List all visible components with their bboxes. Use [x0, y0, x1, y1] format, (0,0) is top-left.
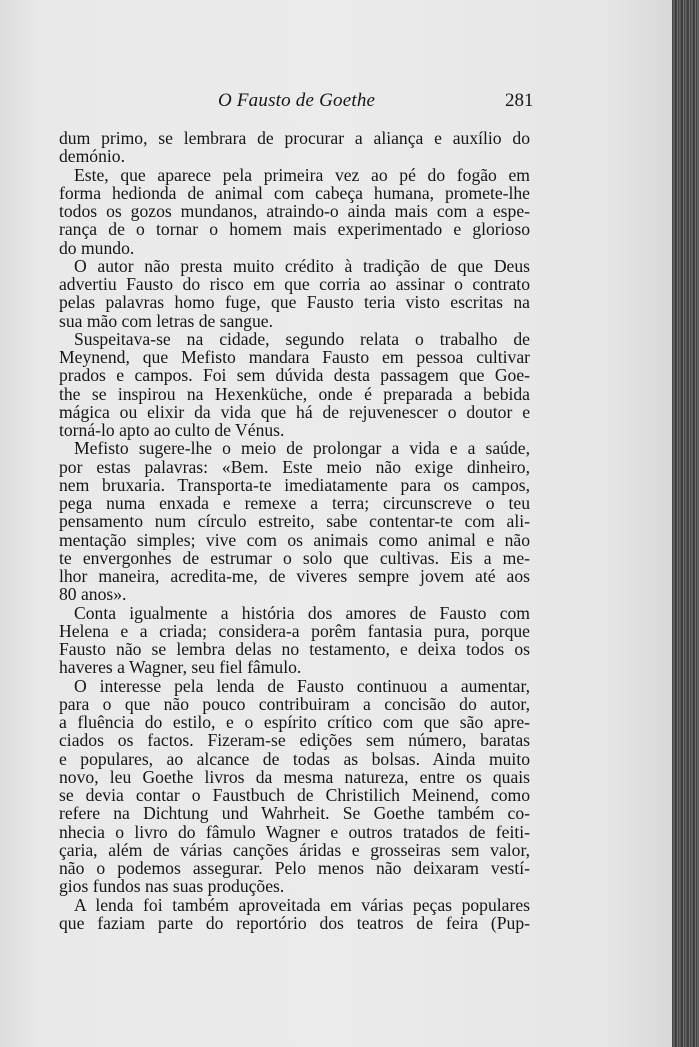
text-line: the se inspirou na Hexenküche, onde é preparada a bebida [59, 383, 530, 404]
text-line: dum primo, se lembrara de procurar a aliança e auxílio do [59, 128, 530, 148]
page-number: 281 [505, 90, 534, 111]
text-line: que faziam parte do reportório dos teatros de feira (Pup- [59, 912, 530, 933]
text-line: não o podemos assegurar. Pelo menos não deixaram vestí- [59, 858, 530, 878]
text-line: torná-lo apto ao culto de Vénus. [59, 420, 285, 440]
text-line: Suspeitava-se na cidade, segundo relata o trabalho de [74, 328, 530, 349]
text-line: forma hedionda de animal com cabeça humana, promete-lhe [59, 182, 530, 203]
text-line: pega numa enxada e remexe a terra; circunscreve o teu [59, 493, 530, 513]
text-line: gios fundos nas suas produções. [59, 876, 285, 897]
text-line: nhecia o livro do fâmulo Wagner e outros tratados de feiti- [59, 821, 530, 842]
text-line: se devia contar o Faustbuch de Christilich Meinend, como [59, 785, 530, 805]
text-line: advertiu Fausto do risco em que corria ao assinar o contrato [59, 274, 530, 294]
text-line: todos os gozos mundanos, atraindo-o ainda mais com a espe- [59, 201, 530, 221]
text-line: Helena e a criada; considera-a porêm fantasia pura, porque [59, 620, 530, 641]
body-text [59, 129, 530, 932]
text-line: refere na Dichtung und Wahrheit. Se Goethe também co- [59, 803, 530, 824]
running-head [0, 90, 672, 114]
text-line: demónio. [59, 146, 125, 167]
text-line: mágica ou elixir da vida que há de rejuvenescer o doutor e [59, 401, 530, 422]
text-line: Este, que aparece pela primeira vez ao pé do fogão em [74, 164, 530, 185]
text-line: A lenda foi também aproveitada em várias peças populares [74, 894, 530, 915]
text-line: lhor maneira, acredita-me, de viveres sempre jovem até aos [59, 566, 530, 586]
text-line: mentação simples; vive com os animais como animal e não [59, 529, 530, 550]
text-line: do mundo. [59, 237, 135, 258]
text-line: rança de o tornar o homem mais experimentado e glorioso [59, 219, 530, 240]
text-line: te envergonhes de estrumar o solo que cultivas. Eis a me- [59, 547, 530, 568]
text-line: por estas palavras: «Bem. Este meio não exige dinheiro, [59, 456, 530, 477]
text-line: haveres a Wagner, seu fiel fâmulo. [59, 657, 302, 678]
text-line: nem bruxaria. Transporta-te imediatamente para os campos, [59, 474, 530, 495]
text-line: prados e campos. Foi sem dúvida desta passagem que Goe- [59, 365, 530, 386]
text-line: sua mão com letras de sangue. [59, 310, 273, 331]
text-line: O autor não presta muito crédito à tradição de que Deus [74, 255, 530, 276]
text-line: Fausto não se lembra delas no testamento, e deixa todos os [59, 639, 530, 659]
text-line: Conta igualmente a história dos amores de Fausto com [74, 602, 530, 623]
text-line: a fluência do estilo, e o espírito crítico com que são apre- [59, 712, 530, 732]
running-title: O Fausto de Goethe [218, 90, 376, 111]
page-edge [672, 0, 699, 1047]
text-line: pelas palavras homo fuge, que Fausto teria visto escritas na [59, 292, 530, 313]
text-line: ciados os factos. Fizeram-se edições sem número, baratas [59, 730, 530, 751]
text-line: Mefisto sugere-lhe o meio de prolongar a vida e a saúde, [74, 438, 530, 459]
text-line: pensamento num círculo estreito, sabe contentar-te com ali- [59, 511, 530, 532]
text-line: O interesse pela lenda de Fausto continuou a aumentar, [74, 675, 530, 696]
text-line: para o que não pouco contribuiram a concisão do autor, [59, 693, 530, 714]
text-line: çaria, além de várias canções áridas e grosseiras sem valor, [59, 839, 530, 860]
text-line: novo, leu Goethe livros da mesma natureza, entre os quais [59, 766, 530, 787]
text-line: 80 anos». [59, 584, 127, 605]
text-line: Meynend, que Mefisto mandara Fausto em pessoa cultivar [59, 347, 530, 367]
text-line: e populares, ao alcance de todas as bolsas. Ainda muito [59, 748, 530, 769]
